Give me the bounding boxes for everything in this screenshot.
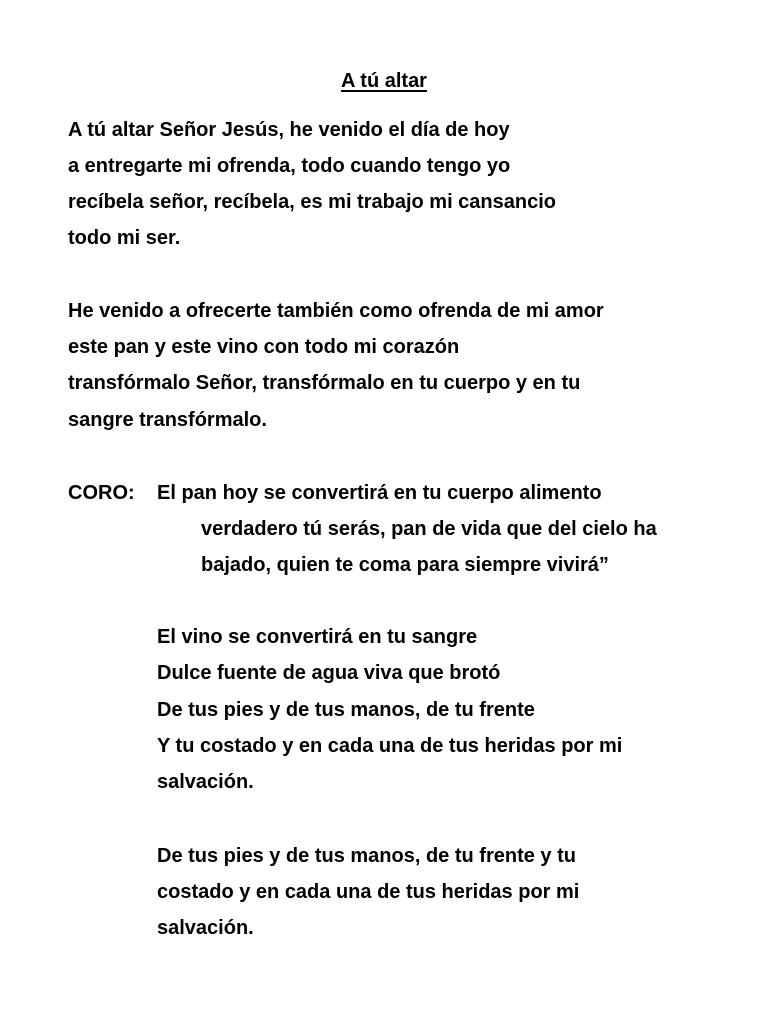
chorus-line-1: El pan hoy se convertirá en tu cuerpo alimento	[157, 482, 602, 504]
verse1-line-3: recíbela señor, recíbela, es mi trabajo mi cansancio	[68, 191, 557, 213]
verse4-line-3: salvación.	[157, 917, 254, 939]
verse2-line-4: sangre transfórmalo.	[68, 409, 267, 431]
chorus-line-2: verdadero tú serás, pan de vida que del cielo ha	[201, 518, 657, 540]
verse3-line-4: Y tu costado y en cada una de tus heridas por mi	[157, 735, 623, 757]
verse1-line-4: todo mi ser.	[68, 227, 181, 249]
verse3-line-1: El vino se convertirá en tu sangre	[157, 626, 478, 648]
verse1-line-2: a entregarte mi ofrenda, todo cuando tengo yo	[68, 155, 511, 177]
chorus-line-3: bajado, quien te coma para siempre vivirá”	[201, 554, 609, 576]
verse3-line-5: salvación.	[157, 771, 254, 793]
song-title: A tú altar	[341, 70, 427, 92]
verse2-line-3: transfórmalo Señor, transfórmalo en tu cuerpo y en tu	[68, 372, 581, 394]
verse3-line-2: Dulce fuente de agua viva que brotó	[157, 662, 501, 684]
verse3-line-3: De tus pies y de tus manos, de tu frente	[157, 699, 535, 721]
verse4-line-2: costado y en cada una de tus heridas por mi	[157, 881, 580, 903]
verse1-line-1: A tú altar Señor Jesús, he venido el día de hoy	[68, 119, 510, 141]
chorus-label: CORO:	[68, 482, 135, 504]
verse2-line-2: este pan y este vino con todo mi corazón	[68, 336, 460, 358]
verse2-line-1: He venido a ofrecerte también como ofrenda de mi amor	[68, 300, 604, 322]
verse4-line-1: De tus pies y de tus manos, de tu frente y tu	[157, 845, 576, 867]
